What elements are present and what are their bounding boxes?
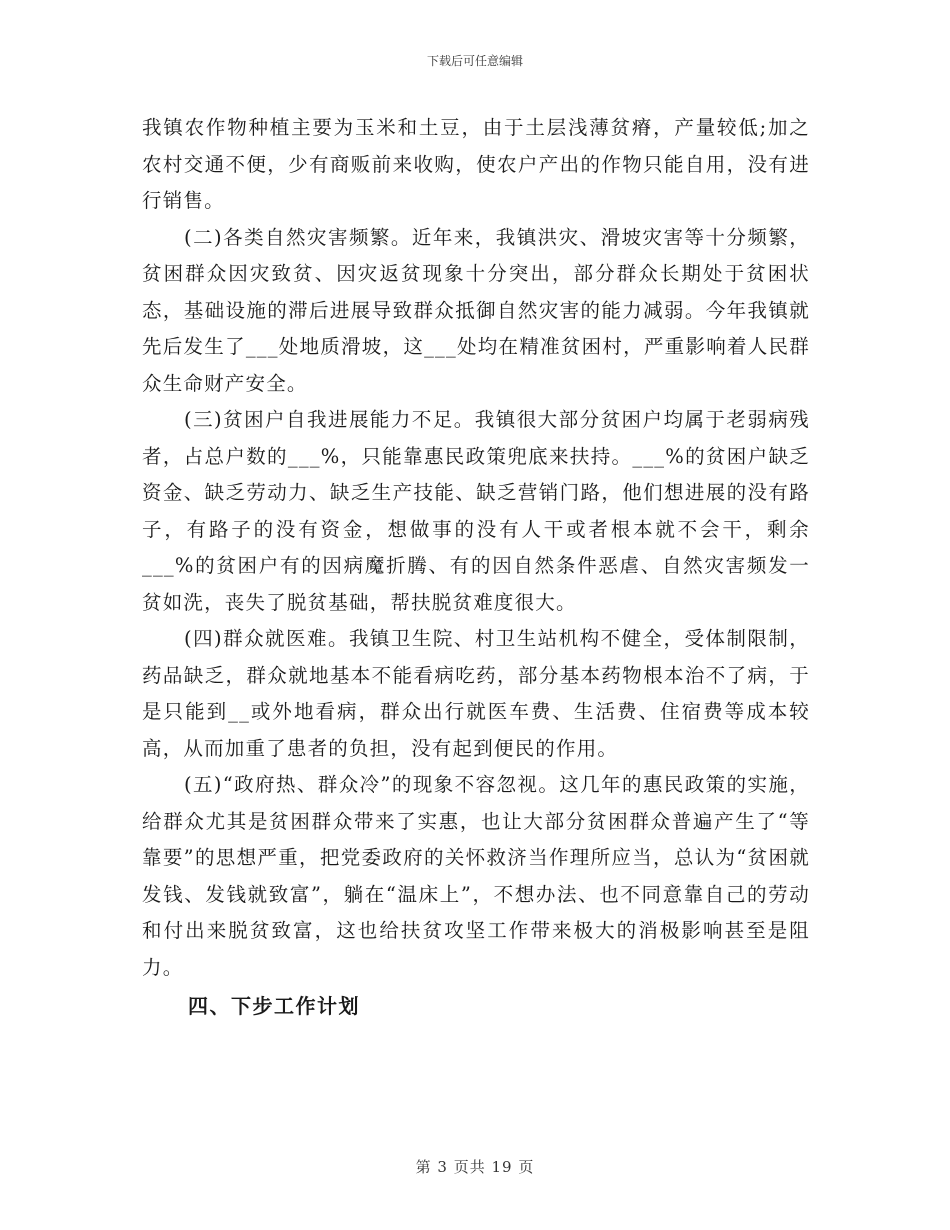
page-header: 下载后可任意编辑: [426, 54, 523, 68]
paragraph-crops: 我镇农作物种植主要为玉米和土豆，由于土层浅薄贫瘠，产量较低;加之农村交通不便，少有商贩前来收购，使农户产出的作物只能自用，没有进行销售。: [142, 116, 810, 212]
paragraph-natural-disasters: (二)各类自然灾害频繁。近年来，我镇洪灾、滑坡灾害等十分频繁，贫困群众因灾致贫、因灾返贫现象十分突出，部分群众长期处于贫困状态，基础设施的滞后进展导致群众抵御自然灾害的能力减弱。今年我镇就先后发生了___处地质滑坡，这___处均在精准贫困村，严重影响着人民群众生命财产安全。: [142, 225, 810, 395]
paragraph-government-hot-people-cold: (五)“政府热、群众冷”的现象不容忽视。这几年的惠民政策的实施，给群众尤其是贫困群众带来了实惠，也让大部分贫困群众普遍产生了“等靠要”的思想严重，把党委政府的关怀救济当作理所应当，总认为“贫困就发钱、发钱就致富”，躺在“温床上”，不想办法、也不同意靠自己的劳动和付出来脱贫致富，这也给扶贫攻坚工作带来极大的消极影响甚至是阻力。: [142, 773, 810, 979]
document-body: [142, 110, 810, 1026]
page-number: 第 3 页共 19 页: [415, 1158, 535, 1176]
paragraph-medical-access: (四)群众就医难。我镇卫生院、村卫生站机构不健全，受体制限制，药品缺乏，群众就地基本不能看病吃药，部分基本药物根本治不了病，于是只能到__或外地看病，群众出行就医车费、生活费、住宿费等成本较高，从而加重了患者的负担，没有起到便民的作用。: [142, 627, 810, 760]
paragraph-self-development: (三)贫困户自我进展能力不足。我镇很大部分贫困户均属于老弱病残者，占总户数的___%，只能靠惠民政策兜底来扶持。___%的贫困户缺乏资金、缺乏劳动力、缺乏生产技能、缺乏营销门路，他们想进展的没有路子，有路子的没有资金，想做事的没有人干或者根本就不会干，剩余___%的贫困户有的因病魔折腾、有的因自然条件恶虐、自然灾害频发一贫如洗，丧失了脱贫基础，帮扶脱贫难度很大。: [142, 408, 810, 614]
section-heading: 四、下步工作计划: [188, 994, 360, 1018]
